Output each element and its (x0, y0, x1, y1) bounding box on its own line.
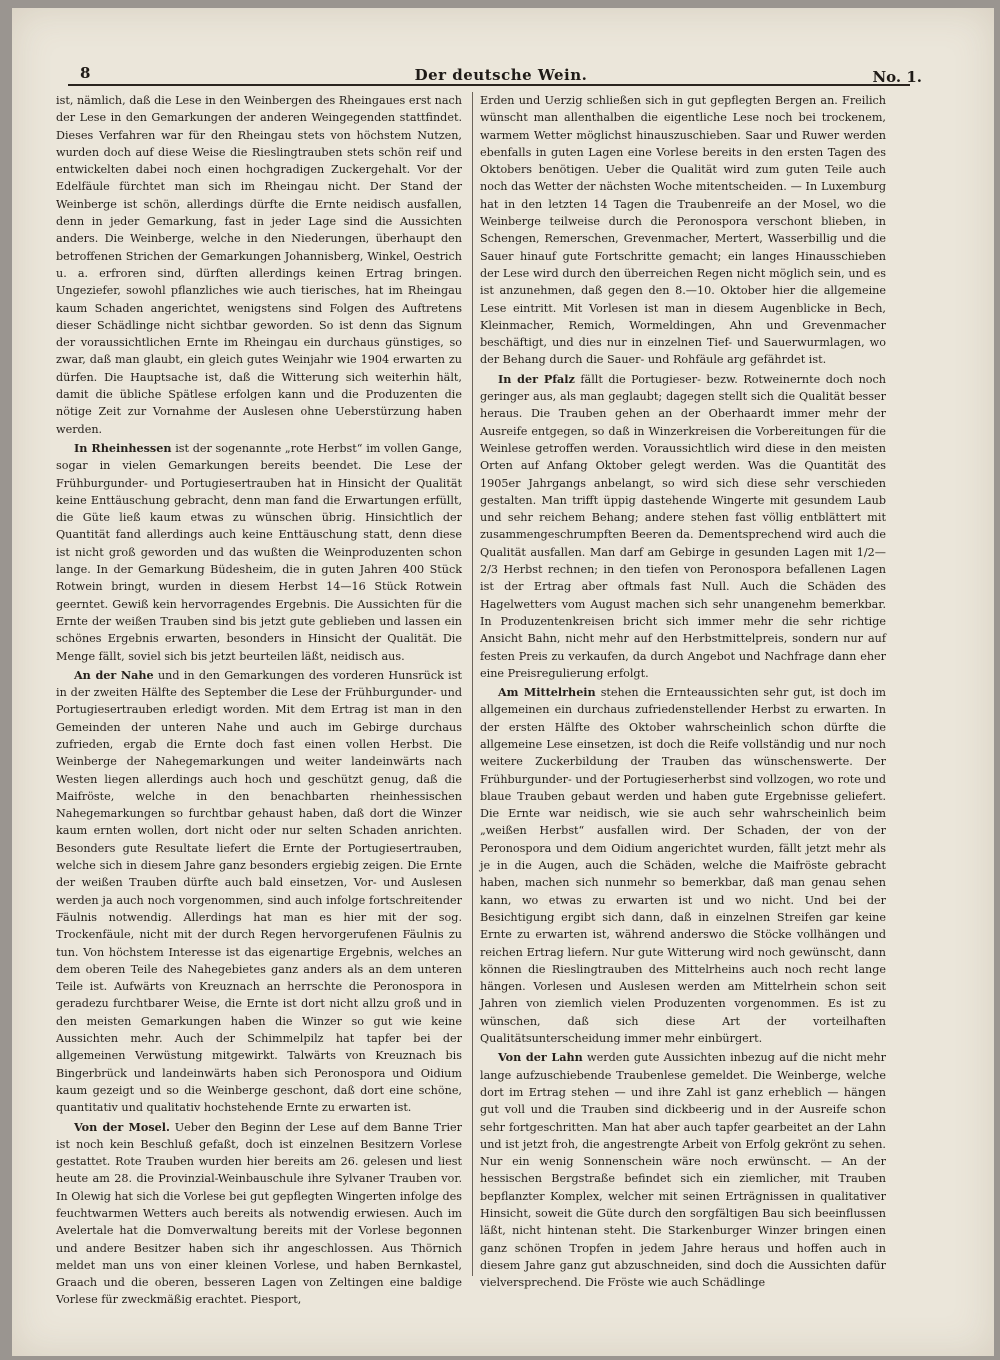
section-lead: An der Nahe (74, 667, 154, 682)
section-lead: Am Mittelrhein (498, 685, 596, 700)
paragraph-mosel-cont (480, 92, 886, 369)
paragraph-rheinhessen (56, 440, 462, 665)
paragraph-rheingau (56, 92, 462, 438)
paragraph-text: Erden und Uerzig schließen sich in gut gepflegten Bergen an. Freilich wünscht man allenthalben die eigentliche Lese noch bei trockenem, warmem Wetter möglichst hinauszuschieben. Saar und Ruwer werden ebenfalls in guten Lagen eine Vorlese bereits in den ersten Tagen des Oktobers benötigen. Ueber die Qualität wird zum guten Teile auch noch das Wetter der nächsten Woche mitentscheiden. — In Luxemburg hat in den letzten 14 Tagen die Traubenreife an der Mosel, wo die Weinberge teilweise durch die Peronospora verschont blieben, in Schengen, Remerschen, Grevenmacher, Mertert, Wasserbillig und die Sauer hinauf gute Fortschritte gemacht; ein langes Hinausschieben der Lese wird durch den überreichen Regen nicht möglich sein, und es ist anzunehmen, daß gegen den 8.—10. Oktober hier die allgemeine Lese eintritt. Mit Vorlesen ist man in diesem Augenblicke in Bech, Kleinmacher, Remich, Wormeldingen, Ahn und Grevenmacher beschäftigt, und dies nur in einzelnen Tief- und Sauerwurmlagen, wo der Behang durch die Sauer- und Rohfäule arg gefährdet ist. (480, 94, 886, 367)
section-lead: Von der Mosel. (74, 1119, 170, 1134)
header-rule (68, 84, 910, 86)
section-lead: In der Pfalz (498, 371, 575, 386)
paragraph-lahn (480, 1049, 886, 1291)
section-lead: Von der Lahn (498, 1050, 583, 1065)
page-number: 8 (80, 64, 91, 82)
issue-number: No. 1. (872, 68, 922, 86)
paragraph-mosel (56, 1119, 462, 1309)
paragraph-text: fällt die Portugieser- bezw. Rotweinernte doch noch geringer aus, als man geglaubt; dagegen stellt sich die Qualität besser heraus. Die Trauben gehen an der Oberhaardt immer mehr der Ausreife entgegen, so daß in Winzerkreisen die Vorbereitungen für die Weinlese getroffen werden. Voraussichtlich wird diese in den meisten Orten auf Anfang Oktober gelegt werden. Was die Quantität des 1905er Jahrgangs anbelangt, so wird sich diese sehr verschieden gestalten. Man trifft üppig dastehende Wingerte mit gesundem Laub und sehr reichem Behang; andere stehen fast völlig entblättert mit zusammengeschrumpften Beeren da. Dementsprechend wird auch die Qualität ausfallen. Man darf am Gebirge in gesunden Lagen mit 1/2—2/3 Herbst rechnen; in den tiefen von Peronospora befallenen Lagen ist der Ertrag aber oftmals fast Null. Auch die Schäden des Hagelwetters vom August machen sich sehr unangenehm bemerkbar. In Produzentenkreisen bricht sich immer mehr die sehr richtige Ansicht Bahn, nicht mehr auf den Herbstmittelpreis, sondern nur auf festen Preis zu verkaufen, da durch Angebot und Nachfrage dann eher eine Preisregulierung erfolgt. (480, 372, 886, 680)
journal-title: Der deutsche Wein. (414, 66, 588, 84)
paragraph-mittelrhein (480, 684, 886, 1047)
paragraph-text: Ueber den Beginn der Lese auf dem Banne Trier ist noch kein Beschluß gefaßt, doch ist einzelnen Besitzern Vorlese gestattet. Rote Trauben wurden hier bereits am 26. gelesen und liest heute am 28. die Provinzial-Weinbauschule ihre Sylvaner Trauben vor. In Olewig hat sich die Vorlese bei gut gepflegten Wingerten infolge des feuchtwarmen Wetters auch bereits als notwendig erwiesen. Auch im Avelertale hat die Domverwaltung bereits mit der Vorlese begonnen und andere Besitzer haben sich ihr angeschlossen. Aus Thörnich meldet man uns von einer kleinen Vorlese, und haben Bernkastel, Graach und die oberen, besseren Lagen von Zeltingen eine baldige Vorlese für zweckmäßig erachtet. Piesport, (56, 1120, 462, 1307)
paragraph-nahe (56, 667, 462, 1117)
right-column (480, 92, 886, 1291)
paragraph-text: stehen die Ernteaussichten sehr gut, ist doch im allgemeinen ein durchaus zufriedenstellender Herbst zu erwarten. In der ersten Hälfte des Oktober wahrscheinlich schon dürfte die allgemeine Lese einsetzen, ist doch die Reife vollständig und nur noch weitere Zuckerbildung der Trauben das wünschenswerte. Der Frühburgunder- und der Portugieserherbst sind vollzogen, wo rote und blaue Trauben gebaut werden und haben gute Ergebnisse geliefert. Die Ernte war neidisch, wie sie auch sehr wahrscheinlich beim „weißen Herbst“ ausfallen wird. Der Schaden, der von der Peronospora und dem Oidium angerichtet wurden, fällt jetzt mehr als je in die Augen, auch die Schäden, welche die Maifröste gebracht haben, machen sich nunmehr so bemerkbar, daß man genau sehen kann, wo etwas zu erwarten ist und wo nicht. Und bei der Besichtigung ergibt sich dann, daß in einzelnen Streifen gar keine Ernte zu erwarten ist, während anderswo die Stöcke vollhängen und reichen Ertrag liefern. Nur gute Witterung wird noch gewünscht, dann können die Rieslingtrauben des Mittelrheins auch noch recht lange hängen. Vorlesen und Auslesen werden am Mittelrhein schon seit Jahren von ziemlich vielen Produzenten vorgenommen. Es ist zu wünschen, daß sich diese Art der vorteilhaften Qualitätsunterscheidung immer mehr einbürgert. (480, 686, 887, 1046)
paragraph-text: und in den Gemarkungen des vorderen Hunsrück ist in der zweiten Hälfte des September die Lese der Frühburgunder- und Portugiesertrauben erledigt worden. Mit dem Ertrag ist man in den Gemeinden der unteren Nahe und auch im Gebirge durchaus zufrieden, ergab die Ernte doch fast einen vollen Herbst. Die Weinberge der Nahegemarkungen und weiter landeinwärts nach Westen liegen allerdings auch hoch und geschützt genug, daß die Maifröste, welche in den benachbarten rheinhessischen Nahegemarkungen so furchtbar gehaust haben, daß dort die Winzer kaum ernten wollen, dort nicht oder nur selten Schaden anrichten. Besonders gute Resultate liefert die Ernte der Portugiesertrauben, welche sich in diesem Jahre ganz besonders ergiebig zeigen. Die Ernte der weißen Trauben dürfte auch bald einsetzen, Vor- und Auslesen werden ja auch noch vorgenommen, sind auch infolge fortschreitender Fäulnis notwendig. Allerdings hat man es hier mit der sog. Trockenfäule, nicht mit der durch Regen hervorgerufenen Fäulnis zu tun. Von höchstem Interesse ist das eigenartige Ergebnis, welches an dem oberen Teile des Nahegebietes ganz anders als an dem unteren Teile ist. Aufwärts von Kreuznach an herrschte die Peronospora in geradezu furchtbarer Weise, die Ernte ist dort nicht allzu groß und in den meisten Gemarkungen haben die Winzer so gut wie keine Aussichten mehr. Auch der Schimmelpilz hat tapfer bei der allgemeinen Verwüstung mitgewirkt. Talwärts von Kreuznach bis Bingerbrück und landeinwärts haben sich Peronospora und Oidium kaum gezeigt und so die Weinberge geschont, daß dort eine schöne, quantitativ und qualitativ hochstehende Ernte zu erwarten ist. (56, 668, 462, 1115)
paragraph-text: ist, nämlich, daß die Lese in den Weinbergen des Rheingaues erst nach der Lese in den Gemarkungen der anderen Weingegenden stattfindet. Dieses Verfahren war für den Rheingau stets von höchstem Nutzen, wurden doch auf diese Weise die Rieslingtrauben stets schön reif und entwickelten dabei noch einen hochgradigen Zuckergehalt. Vor der Edelfäule fürchtet man sich im Rheingau nicht. Der Stand der Weinberge ist schön, allerdings dürfte die Ernte neidisch ausfallen, denn in jeder Gemarkung, fast in jeder Lage sind die Aussichten anders. Die Weinberge, welche in den Niederungen, überhaupt den betroffenen Strichen der Gemarkungen Johannisberg, Winkel, Oestrich u. a. erfroren sind, dürften allerdings keinen Ertrag bringen. Ungeziefer, sowohl pflanzliches wie auch tierisches, hat im Rheingau kaum Schaden angerichtet, wenigstens sind Folgen des Auftretens dieser Schädlinge nicht sichtbar geworden. So ist denn das Signum der voraussichtlichen Ernte im Rheingau ein durchaus günstiges, so zwar, daß man glaubt, ein gleich gutes Weinjahr wie 1904 erwarten zu dürfen. Die Hauptsache ist, daß die Witterung sich weiterhin hält, damit die übliche Spätlese erfolgen kann und die Produzenten die nötige Zeit zur Vornahme der Auslesen ohne Ueberstürzung haben werden. (56, 94, 462, 436)
paragraph-text: ist der sogenannte „rote Herbst“ im vollen Gange, sogar in vielen Gemarkungen bereits beendet. Die Lese der Frühburgunder- und Portugiesertrauben hat in Hinsicht der Qualität keine Enttäuschung gebracht, denn man fand die Erwartungen erfüllt, die Güte ließ kaum etwas zu wünschen übrig. Hinsichtlich der Quantität fand allerdings auch keine Enttäuschung statt, denn diese ist nicht groß geworden und das wußten die Weinproduzenten schon lange. In der Gemarkung Büdesheim, die in guten Jahren 400 Stück Rotwein bringt, wurden in diesem Herbst 14—16 Stück Rotwein geerntet. Gewiß kein hervorragendes Ergebnis. Die Aussichten für die Ernte der weißen Trauben sind bis jetzt gute geblieben und lassen ein schönes Ergebnis erwarten, besonders in Hinsicht der Qualität. Die Menge fällt, soviel sich bis jetzt beurteilen läßt, neidisch aus. (56, 441, 463, 663)
paragraph-pfalz (480, 371, 886, 682)
left-column (56, 92, 462, 1309)
column-divider (472, 92, 473, 1276)
paragraph-text: werden gute Aussichten inbezug auf die nicht mehr lange aufzuschiebende Traubenlese gemeldet. Die Weinberge, welche dort im Ertrag stehen — und ihre Zahl ist ganz erheblich — hängen gut voll und die Trauben sind dickbeerig und in der Ausreife schon sehr fortgeschritten. Man hat aber auch tapfer gearbeitet an der Lahn und ist jetzt froh, die angestrengte Arbeit von Erfolg gekrönt zu sehen. Nur ein wenig Sonnenschein wäre noch erwünscht. — An der hessischen Bergstraße befindet sich ein ziemlicher, mit Trauben bepflanzter Komplex, welcher mit seinen Erträgnissen in qualitativer Hinsicht, soweit die Güte durch den sorgfältigen Bau sich beeinflussen läßt, nicht hintenan steht. Die Starkenburger Winzer bringen einen ganz schönen Tropfen in jedem Jahre heraus und hoffen auch in diesem Jahre ganz gut abzuschneiden, sind doch die Aussichten dafür vielversprechend. Die Fröste wie auch Schädlinge (480, 1051, 886, 1290)
section-lead: In Rheinhessen (74, 440, 172, 455)
